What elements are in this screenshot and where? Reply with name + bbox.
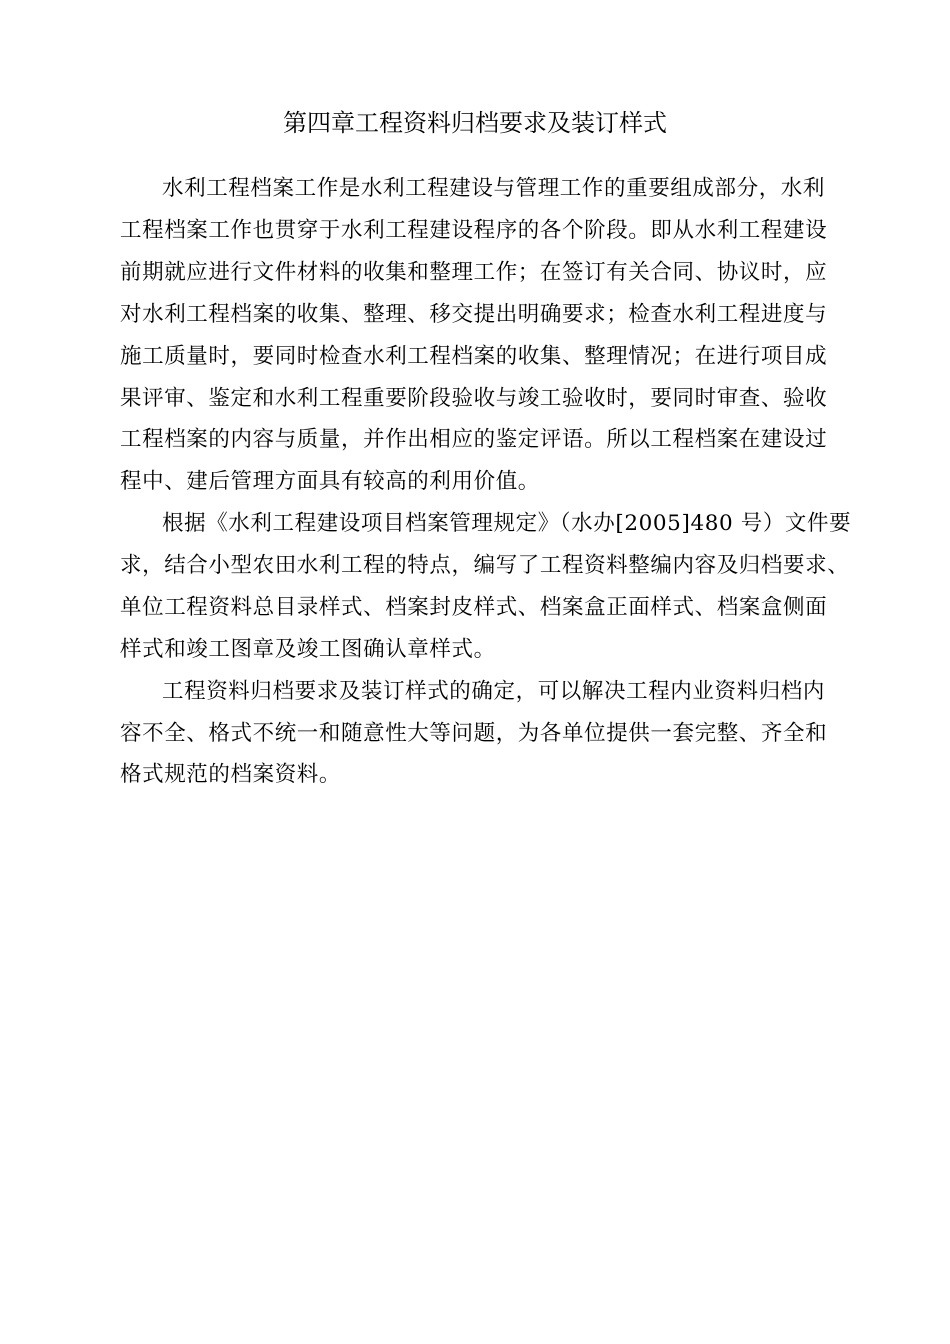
paragraph-line: 程中、建后管理方面具有较高的利用价值。 [120,469,540,494]
paragraph-line: 根据《水利工程建设项目档案管理规定》（水办[2005]480 号）文件要 [162,511,852,536]
paragraph-line: 单位工程资料总目录样式、档案封皮样式、档案盒正面样式、档案盒侧面 [120,595,828,620]
paragraph-line: 果评审、鉴定和水利工程重要阶段验收与竣工验收时，要同时审查、验收 [120,386,828,411]
paragraph-line: 工程档案工作也贯穿于水利工程建设程序的各个阶段。即从水利工程建设 [120,218,828,243]
paragraph-line: 样式和竣工图章及竣工图确认章样式。 [120,637,496,662]
page-title: 第四章工程资料归档要求及装订样式 [283,109,667,137]
paragraph-line: 水利工程档案工作是水利工程建设与管理工作的重要组成部分，水利 [162,176,826,201]
paragraph-line: 求，结合小型农田水利工程的特点，编写了工程资料整编内容及归档要求、 [120,553,850,578]
paragraph-line: 工程档案的内容与质量，并作出相应的鉴定评语。所以工程档案在建设过 [120,427,828,452]
paragraph-line: 对水利工程档案的收集、整理、移交提出明确要求；检查水利工程进度与 [120,302,828,327]
paragraph-line: 工程资料归档要求及装订样式的确定，可以解决工程内业资料归档内 [162,679,826,704]
paragraph-line: 施工质量时，要同时检查水利工程档案的收集、整理情况；在进行项目成 [120,344,828,369]
paragraph-line: 容不全、格式不统一和随意性大等问题，为各单位提供一套完整、齐全和 [120,721,828,746]
paragraph-line: 格式规范的档案资料。 [120,762,342,787]
paragraph-line: 前期就应进行文件材料的收集和整理工作；在签订有关合同、协议时，应 [120,260,828,285]
